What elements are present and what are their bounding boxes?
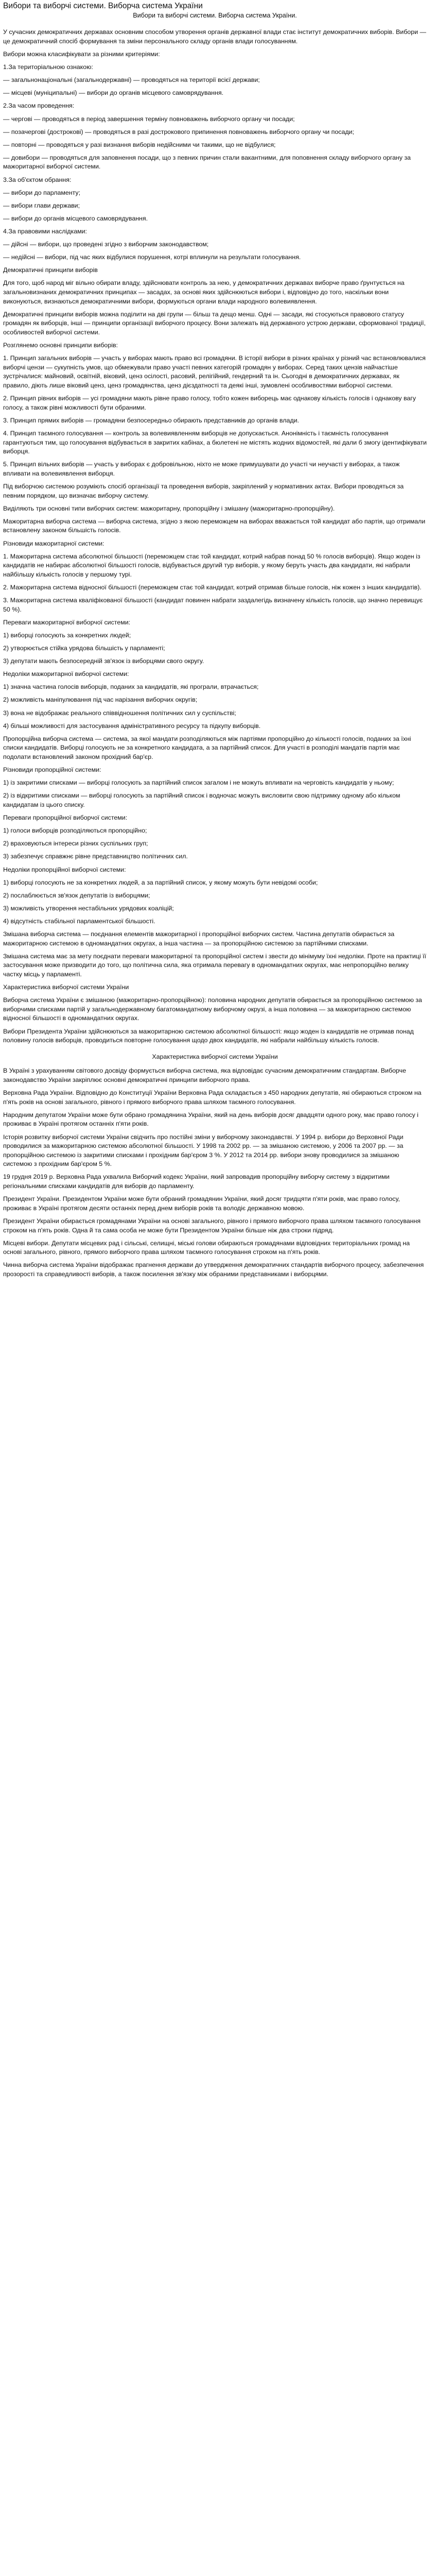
paragraph: — місцеві (муніципальні) — вибори до органів місцевого самоврядування. — [3, 89, 224, 97]
paragraph: 3.За об'єктом обрання: — [3, 176, 72, 183]
paragraph: — загальнонаціональні (загальнодержавні) — проводяться на території всієї держави; — [3, 76, 260, 84]
paragraph: 19 грудня 2019 р. Верховна Рада ухвалила Виборчий кодекс України, який запровадив пропорційну виборчу систему з відкритими регіональними списками кандидатів для виборів до парламенту. — [3, 1173, 390, 1190]
paragraph: Місцеві вибори. Депутати місцевих рад і сільські, селищні, міські голови обираються громадянами відповідних територіальних громад на основі загального, рівного, прямого виборчого права шляхом таємного голосування строком на п'ять років. — [3, 1239, 410, 1256]
paragraph: 4) відсутність стабільної парламентської більшості. — [3, 917, 155, 925]
paragraph: 2) можливість маніпулювання під час нарізання виборчих округів; — [3, 696, 198, 704]
paragraph: Переваги мажоритарної виборчої системи: — [3, 618, 131, 626]
paragraph: У сучасних демократичних державах основним способом утворення органів державної влади стає інститут демократичних виборів. Вибори — це демократичний спосіб формування та зміни персонального складу органів влади голосуванням. — [3, 28, 426, 45]
paragraph: 5. Принцип вільних виборів — участь у виборах є добровільною, ніхто не може примушувати до участі чи неучасті у виборах, а також впливати на волевиявлення виборця. — [3, 461, 400, 477]
page-title: Вибори та виборчі системи. Виборча система України — [3, 2, 203, 10]
paragraph: Мажоритарна виборча система — виборча система, згідно з якою переможцем на виборах вважається той кандидат або партія, що отримали встановлену законом більшість голосів. — [3, 517, 426, 534]
paragraph: 2. Принцип рівних виборів — усі громадяни мають рівне право голосу, тобто кожен виборець має однакову кількість голосів і однакову вагу голосу, а також рівні можливості бути обраними. — [3, 395, 416, 411]
paragraph: — вибори до органів місцевого самоврядування. — [3, 214, 148, 222]
paragraph: Різновиди мажоритарної системи: — [3, 539, 104, 547]
paragraph: 3. Мажоритарна система кваліфікованої більшості (кандидат повинен набрати заздалегідь визначену кількість голосів, що значно перевищує 50 %). — [3, 597, 423, 613]
paragraph: 1. Принцип загальних виборів — участь у виборах мають право всі громадяни. В історії вибори в різних країнах у різний час встановлювалися виборчі цензи — сукупність умов, що обмежували право участі певних категорій громадян у виборах. Серед таких цензів найчастіше зустрічалися: майновий, освітній, віковий, ценз осілості, расовий, релігійний, гендерний та ін. Сьогодні в демократичних державах, як правило, діють лише віковий ценз, ценз громадянства, ценз дієздатності та деякі інші, зумовлені особливостями виборчої системи. — [3, 354, 426, 389]
paragraph: 4. Принцип таємного голосування — контроль за волевиявленням виборців не допускається. Анонімність і таємність голосування гарантуються тим, що голосування відбувається в закритих кабінах, а бюлетені не містять жодних відомостей, які дали б змогу ідентифікувати виборця. — [3, 429, 427, 455]
paragraph: 2) враховуються інтереси різних суспільних груп; — [3, 840, 148, 848]
paragraph: 3) можливість утворення нестабільних урядових коаліцій; — [3, 904, 174, 912]
paragraph: 3. Принцип прямих виборів — громадяни безпосередньо обирають представників до органів влади. — [3, 416, 299, 424]
paragraph: Змішана система має за мету поєднати переваги мажоритарної та пропорційної систем і звести до мінімуму їхні недоліки. Проте на практиці її застосування може призводити до того, що політична сила, яка отримала перевагу в одномандатних округах, має непропорційно велику частку місць у парламенті. — [3, 952, 426, 978]
paragraph: Верховна Рада України. Відповідно до Конституції України Верховна Рада складається з 450 народних депутатів, які обираються строком на п'ять років на основі загального, рівного і прямого виборчого права шляхом таємного голосування. — [3, 1089, 422, 1106]
paragraph: Народним депутатом України може бути обрано громадянина України, який на день виборів досяг двадцяти одного року, має право голосу і проживає в Україні протягом останніх п'яти років. — [3, 1111, 418, 1128]
section-heading: Характеристика виборчої системи України — [152, 1053, 278, 1060]
paragraph: Різновиди пропорційної системи: — [3, 766, 101, 774]
paragraph: — повторні — проводяться у разі визнання виборів недійсними чи такими, що не відбулися; — [3, 141, 276, 148]
paragraph: 1) із закритими списками — виборці голосують за партійний список загалом і не можуть впливати на черговість кандидатів у ньому; — [3, 779, 394, 787]
paragraph: Розглянемо основні принципи виборів: — [3, 342, 118, 349]
paragraph: Для того, щоб народ міг вільно обирати владу, здійснювати контроль за нею, у демократичних державах виборче право ґрунтується на загальновизнаних демократичних принципах — засадах, за основі яких здійснюються вибори і, відповідно до того, наскільки вони виконуються, визнаються демократичними вибори, формуються органи влади народного волевиявлення. — [3, 279, 405, 305]
paragraph: Вибори можна класифікувати за різними критеріями: — [3, 50, 160, 58]
paragraph: Під виборчою системою розуміють спосіб організації та проведення виборів, закріплений у нормативних актах. Вибори проводяться за певним порядком, що визначає виборчу систему. — [3, 483, 404, 499]
paragraph: Історія розвитку виборчої системи України свідчить про постійні зміни у виборчому законодавстві. У 1994 р. вибори до Верховної Ради проводилися за мажоритарною системою абсолютної більшості. У 1998 та 2002 рр. — за змішаною системою, у 2006 та 2007 рр. — за пропорційною системою із закритими списками і прохідним бар'єром 3 %. У 2012 та 2014 рр. вибори знову проводилися за змішаною системою з прохідним бар'єром 5 %. — [3, 1133, 404, 1168]
paragraph: Характеристика виборчої системи України — [3, 984, 129, 991]
paragraph: 3) депутати мають безпосередній зв'язок із виборцями свого округу. — [3, 657, 204, 665]
paragraph: Президент України обирається громадянами України на основі загального, рівного і прямого виборчого права шляхом таємного голосування строком на п'ять років. Одна й та сама особа не може бути Президентом України більше ніж два строки підряд. — [3, 1217, 421, 1234]
paragraph: Пропорційна виборча система — система, за якої мандати розподіляються між партіями пропорційно до кількості голосів, поданих за їхні списки кандидатів. Виборці голосують не за конкретного кандидата, а за партійний список. Для участі в розподілі мандатів партія має подолати встановлений законом прохідний бар'єр. — [3, 735, 411, 761]
paragraph: — дійсні — вибори, що проведені згідно з виборчим законодавством; — [3, 241, 209, 248]
paragraph: 1.За територіальною ознакою: — [3, 63, 93, 71]
paragraph: — чергові — проводяться в період завершення терміну повноважень виборчого органу чи посади; — [3, 115, 295, 123]
paragraph: Чинна виборча система України відображає прагнення держави до утвердження демократичних стандартів виборчого процесу, забезпечення прозорості та справедливості виборів, а також посилення зв'язку між обраними представниками і виборцями. — [3, 1261, 424, 1278]
paragraph: — вибори до парламенту; — [3, 189, 81, 196]
paragraph: 1) виборці голосують за конкретних людей; — [3, 631, 131, 639]
paragraph: 1) значна частина голосів виборців, поданих за кандидатів, які програли, втрачається; — [3, 683, 259, 691]
paragraph: 2.За часом проведення: — [3, 102, 75, 110]
paragraph: 3) вона не відображає реального співвідношення політичних сил у суспільстві; — [3, 709, 236, 717]
paragraph: — довибори — проводяться для заповнення посади, що з певних причин стали вакантними, для поповнення складу виборчого органу за мажоритарної виборчої системи. — [3, 154, 411, 171]
paragraph: Виборча система України є змішаною (мажоритарно-пропорційною): половина народних депутатів обирається за пропорційною системою за виборчими списками партій у загальнодержавному багатомандатному виборчому окрузі, а інша половина — за мажоритарною системою відносної більшості в одномандатних округах. — [3, 996, 422, 1022]
document-page — [0, 0, 430, 1293]
paragraph: 2) утворюється стійка урядова більшість у парламенті; — [3, 645, 165, 652]
document-body-section-2 — [3, 1066, 427, 1279]
paragraph: 4) більші можливості для застосування адміністративного ресурсу та підкупу виборців. — [3, 722, 261, 730]
paragraph: 2) послаблюється зв'язок депутатів із виборцями; — [3, 891, 150, 899]
paragraph: Недоліки мажоритарної виборчої системи: — [3, 670, 129, 678]
paragraph: — вибори глави держави; — [3, 201, 80, 209]
page-subtitle: Вибори та виборчі системи. Виборча система України. — [133, 12, 297, 20]
paragraph: 4.За правовими наслідками: — [3, 228, 87, 235]
paragraph: Президент України. Президентом України може бути обраний громадянин України, який досяг тридцяти п'яти років, має право голосу, проживає в Україні протягом десяти останніх перед днем виборів років та володіє державною мовою. — [3, 1195, 400, 1212]
paragraph: 1) голоси виборців розподіляються пропорційно; — [3, 827, 147, 835]
document-body — [3, 28, 427, 1045]
paragraph: Виділяють три основні типи виборчих систем: мажоритарну, пропорційну і змішану (мажоритарно-пропорційну). — [3, 504, 335, 512]
paragraph: В Україні з урахуванням світового досвіду формується виборча система, яка відповідає сучасним демократичним стандартам. Виборче законодавство України закріплює основні демократичні принципи виборчого права. — [3, 1067, 406, 1083]
paragraph: Змішана виборча система — поєднання елементів мажоритарної і пропорційної виборчих систем. Частина депутатів обирається за мажоритарною системою в одномандатних округах, а інша частина — за пропорційною системою за партійними списками. — [3, 930, 395, 947]
paragraph: 2) із відкритими списками — виборці голосують за партійний список і водночас можуть висловити свою підтримку одному або кільком кандидатам із цього списку. — [3, 792, 400, 808]
paragraph: — позачергові (дострокові) — проводяться в разі дострокового припинення повноважень виборчого органу чи посади; — [3, 128, 354, 135]
paragraph: Переваги пропорційної виборчої системи: — [3, 814, 128, 822]
paragraph: 2. Мажоритарна система відносної більшості (переможцем стає той кандидат, котрий отримав більше голосів, ніж кожен з інших кандидатів). — [3, 584, 422, 591]
paragraph: 1) виборці голосують не за конкретних людей, а за партійний список, у якому можуть бути невідомі особи; — [3, 878, 318, 886]
paragraph: 1. Мажоритарна система абсолютної більшості (переможцем стає той кандидат, котрий набрав понад 50 % голосів виборців). Якщо жоден із кандидатів не набирає абсолютної більшості голосів, відбувається другий тур виборів, у якому беруть участь два кандидати, які набрали найбільшу кількість голосів у першому турі. — [3, 552, 421, 578]
paragraph: Демократичні принципи виборів можна поділити на дві групи — більш та дещо менш. Одні — засади, які стосуються правового статусу громадян як виборців, інші — принципи організації виборчого процесу. Вони залежать від державного устрою держави, сформованої традиції, особливостей виборчої системи. — [3, 310, 426, 336]
paragraph: Недоліки пропорційної виборчої системи: — [3, 866, 126, 873]
paragraph: 3) забезпечує справжнє рівне представництво політичних сил. — [3, 853, 188, 860]
paragraph: Вибори Президента України здійснюються за мажоритарною системою абсолютної більшості: якщо жоден із кандидатів не отримав понад половину голосів виборців, проводиться повторне голосування щодо двох кандидатів, які набрали найбільшу кількість голосів. — [3, 1027, 414, 1044]
paragraph: Демократичні принципи виборів — [3, 266, 98, 274]
paragraph: — недійсні — вибори, під час яких відбулися порушення, котрі вплинули на результати голосування. — [3, 253, 301, 261]
